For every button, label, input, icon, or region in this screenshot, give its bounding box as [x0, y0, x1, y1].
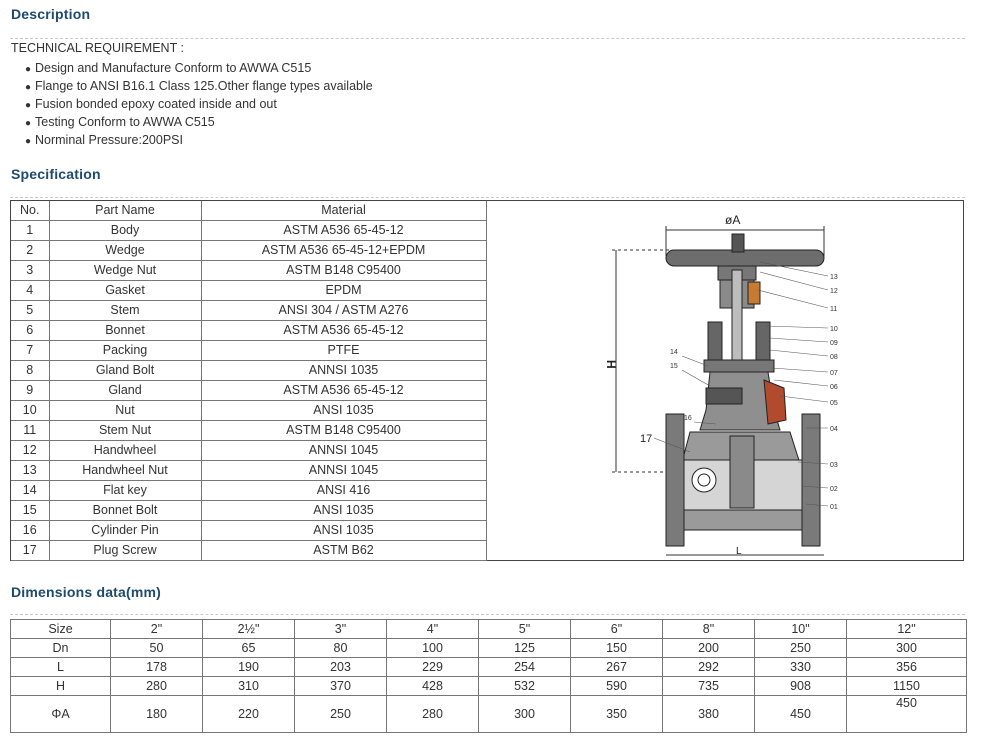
part-no: 2 [11, 241, 49, 261]
size-cell: 6" [571, 620, 663, 639]
callout-12: 12 [830, 288, 838, 295]
list-item [25, 59, 373, 77]
row-label: H [11, 677, 111, 696]
bullet-icon: ● [25, 82, 32, 93]
part-material: ASTM A536 65-45-12 [201, 321, 486, 341]
a-cell: 450 [755, 696, 847, 733]
h-cell: 735 [663, 677, 755, 696]
dn-cell: 300 [847, 639, 967, 658]
part-no: 17 [11, 541, 49, 561]
size-cell: 10" [755, 620, 847, 639]
table-row [11, 281, 486, 301]
part-name: Flat key [49, 481, 201, 501]
dimensions-table [10, 619, 967, 733]
table-row [11, 241, 486, 261]
table-row [11, 401, 486, 421]
part-material: ANSI 304 / ASTM A276 [201, 301, 486, 321]
part-no: 14 [11, 481, 49, 501]
row-label: Size [11, 620, 111, 639]
l-cell: 330 [755, 658, 847, 677]
description-heading: Description [11, 6, 91, 22]
l-cell: 292 [663, 658, 755, 677]
part-no: 10 [11, 401, 49, 421]
handwheel [666, 250, 824, 266]
dimensions-heading: Dimensions data(mm) [11, 584, 162, 600]
a-cell: 280 [387, 696, 479, 733]
row-label: Dn [11, 639, 111, 658]
part-material: ANNSI 1045 [201, 441, 486, 461]
part-name: Handwheel [49, 441, 201, 461]
bullet-icon: ● [25, 136, 32, 147]
size-cell: 8" [663, 620, 755, 639]
list-item [25, 113, 373, 131]
l-cell: 190 [203, 658, 295, 677]
table-row [11, 639, 967, 658]
left-flange [666, 414, 684, 546]
callout-07: 07 [830, 370, 838, 377]
part-no: 16 [11, 521, 49, 541]
part-name: Gasket [49, 281, 201, 301]
table-row [11, 677, 967, 696]
l-cell: 178 [111, 658, 203, 677]
part-no: 11 [11, 421, 49, 441]
callout-08: 08 [830, 354, 838, 361]
a-cell: 220 [203, 696, 295, 733]
a-cell: 300 [479, 696, 571, 733]
size-cell: 12" [847, 620, 967, 639]
part-no: 8 [11, 361, 49, 381]
size-cell: 4" [387, 620, 479, 639]
part-material: ASTM A536 65-45-12+EPDM [201, 241, 486, 261]
requirement-list [25, 59, 373, 149]
row-label: L [11, 658, 111, 677]
l-cell: 254 [479, 658, 571, 677]
dn-cell: 100 [387, 639, 479, 658]
h-cell: 908 [755, 677, 847, 696]
part-material: ANSI 1035 [201, 501, 486, 521]
table-row [11, 221, 486, 241]
dim-a-label: øA [725, 213, 741, 227]
requirement-text: Fusion bonded epoxy coated inside and out [35, 97, 277, 111]
a-cell: 380 [663, 696, 755, 733]
part-no: 7 [11, 341, 49, 361]
part-no: 5 [11, 301, 49, 321]
part-no: 15 [11, 501, 49, 521]
column-header: No. [11, 201, 49, 221]
callout-04: 04 [830, 426, 838, 433]
l-cell: 203 [295, 658, 387, 677]
table-row [11, 321, 486, 341]
size-cell: 2½" [203, 620, 295, 639]
part-name: Bonnet Bolt [49, 501, 201, 521]
a-cell: 350 [571, 696, 663, 733]
table-row [11, 696, 967, 733]
dn-cell: 65 [203, 639, 295, 658]
table-row [11, 381, 486, 401]
callout-01: 01 [830, 504, 838, 511]
table-row [11, 658, 967, 677]
part-material: ANSI 1035 [201, 401, 486, 421]
dim-h-label: H [604, 360, 618, 369]
part-material: ANSI 1035 [201, 521, 486, 541]
requirement-text: Design and Manufacture Conform to AWWA C515 [35, 61, 312, 75]
a-cell: 250 [295, 696, 387, 733]
table-row [11, 421, 486, 441]
part-no: 1 [11, 221, 49, 241]
table-row [11, 521, 486, 541]
bullet-icon: ● [25, 100, 32, 111]
callout-02: 02 [830, 486, 838, 493]
l-cell: 267 [571, 658, 663, 677]
h-cell: 590 [571, 677, 663, 696]
h-cell: 280 [111, 677, 203, 696]
bullet-icon: ● [25, 64, 32, 75]
part-name: Handwheel Nut [49, 461, 201, 481]
requirement-text: Testing Conform to AWWA C515 [35, 115, 215, 129]
part-name: Packing [49, 341, 201, 361]
part-no: 9 [11, 381, 49, 401]
list-item [25, 131, 373, 149]
callout-03: 03 [830, 462, 838, 469]
table-row [11, 441, 486, 461]
h-cell: 310 [203, 677, 295, 696]
table-row [11, 261, 486, 281]
column-header: Part Name [49, 201, 201, 221]
divider [10, 614, 965, 615]
table-row [11, 620, 967, 639]
divider [10, 197, 965, 198]
table-row [11, 361, 486, 381]
table-row [11, 541, 486, 561]
specification-heading: Specification [11, 166, 101, 182]
part-name: Wedge Nut [49, 261, 201, 281]
dn-cell: 80 [295, 639, 387, 658]
right-flange [802, 414, 820, 546]
a-cell: 450 [847, 696, 967, 733]
h-cell: 1150 [847, 677, 967, 696]
l-cell: 229 [387, 658, 479, 677]
dn-cell: 150 [571, 639, 663, 658]
table-row [11, 301, 486, 321]
part-name: Stem Nut [49, 421, 201, 441]
part-no: 6 [11, 321, 49, 341]
l-cell: 356 [847, 658, 967, 677]
technical-requirement-title: TECHNICAL REQUIREMENT : [11, 41, 184, 55]
list-item [25, 77, 373, 95]
callout-16: 16 [684, 415, 692, 422]
h-cell: 428 [387, 677, 479, 696]
callout-10: 10 [830, 326, 838, 333]
callout-09: 09 [830, 340, 838, 347]
part-material: ASTM B62 [201, 541, 486, 561]
part-no: 4 [11, 281, 49, 301]
part-name: Bonnet [49, 321, 201, 341]
part-no: 13 [11, 461, 49, 481]
callout-15: 15 [670, 363, 678, 370]
callout-11: 11 [830, 306, 838, 313]
dn-cell: 125 [479, 639, 571, 658]
dn-cell: 250 [755, 639, 847, 658]
table-row [11, 501, 486, 521]
h-cell: 532 [479, 677, 571, 696]
part-name: Stem [49, 301, 201, 321]
size-cell: 5" [479, 620, 571, 639]
part-material: ASTM B148 C95400 [201, 421, 486, 441]
part-name: Gland Bolt [49, 361, 201, 381]
divider [10, 38, 965, 39]
dn-cell: 50 [111, 639, 203, 658]
table-row [11, 341, 486, 361]
requirement-text: Flange to ANSI B16.1 Class 125.Other flange types available [35, 79, 373, 93]
part-material: PTFE [201, 341, 486, 361]
requirement-text: Norminal Pressure:200PSI [35, 133, 183, 147]
part-name: Plug Screw [49, 541, 201, 561]
dim-l-label: L [736, 546, 742, 557]
table-header-row [11, 201, 486, 221]
list-item [25, 95, 373, 113]
callout-14: 14 [670, 349, 678, 356]
part-material: ASTM A536 65-45-12 [201, 381, 486, 401]
callout-13: 13 [830, 274, 838, 281]
part-name: Wedge [49, 241, 201, 261]
part-name: Nut [49, 401, 201, 421]
parts-table [11, 201, 487, 561]
gate-valve-drawing [580, 210, 860, 560]
h-cell: 370 [295, 677, 387, 696]
part-material: EPDM [201, 281, 486, 301]
dn-cell: 200 [663, 639, 755, 658]
row-label: ΦA [11, 696, 111, 733]
part-material: ANSI 416 [201, 481, 486, 501]
size-cell: 2" [111, 620, 203, 639]
size-cell: 3" [295, 620, 387, 639]
wedge [730, 436, 754, 508]
a-cell: 180 [111, 696, 203, 733]
callout-17: 17 [640, 433, 653, 445]
part-material: ANNSI 1035 [201, 361, 486, 381]
column-header: Material [201, 201, 486, 221]
part-no: 12 [11, 441, 49, 461]
table-row [11, 481, 486, 501]
part-no: 3 [11, 261, 49, 281]
part-material: ASTM A536 65-45-12 [201, 221, 486, 241]
part-name: Gland [49, 381, 201, 401]
bullet-icon: ● [25, 118, 32, 129]
part-material: ANNSI 1045 [201, 461, 486, 481]
part-name: Body [49, 221, 201, 241]
callout-06: 06 [830, 384, 838, 391]
table-row [11, 461, 486, 481]
callout-05: 05 [830, 400, 838, 407]
part-name: Cylinder Pin [49, 521, 201, 541]
part-material: ASTM B148 C95400 [201, 261, 486, 281]
gland [704, 360, 774, 372]
